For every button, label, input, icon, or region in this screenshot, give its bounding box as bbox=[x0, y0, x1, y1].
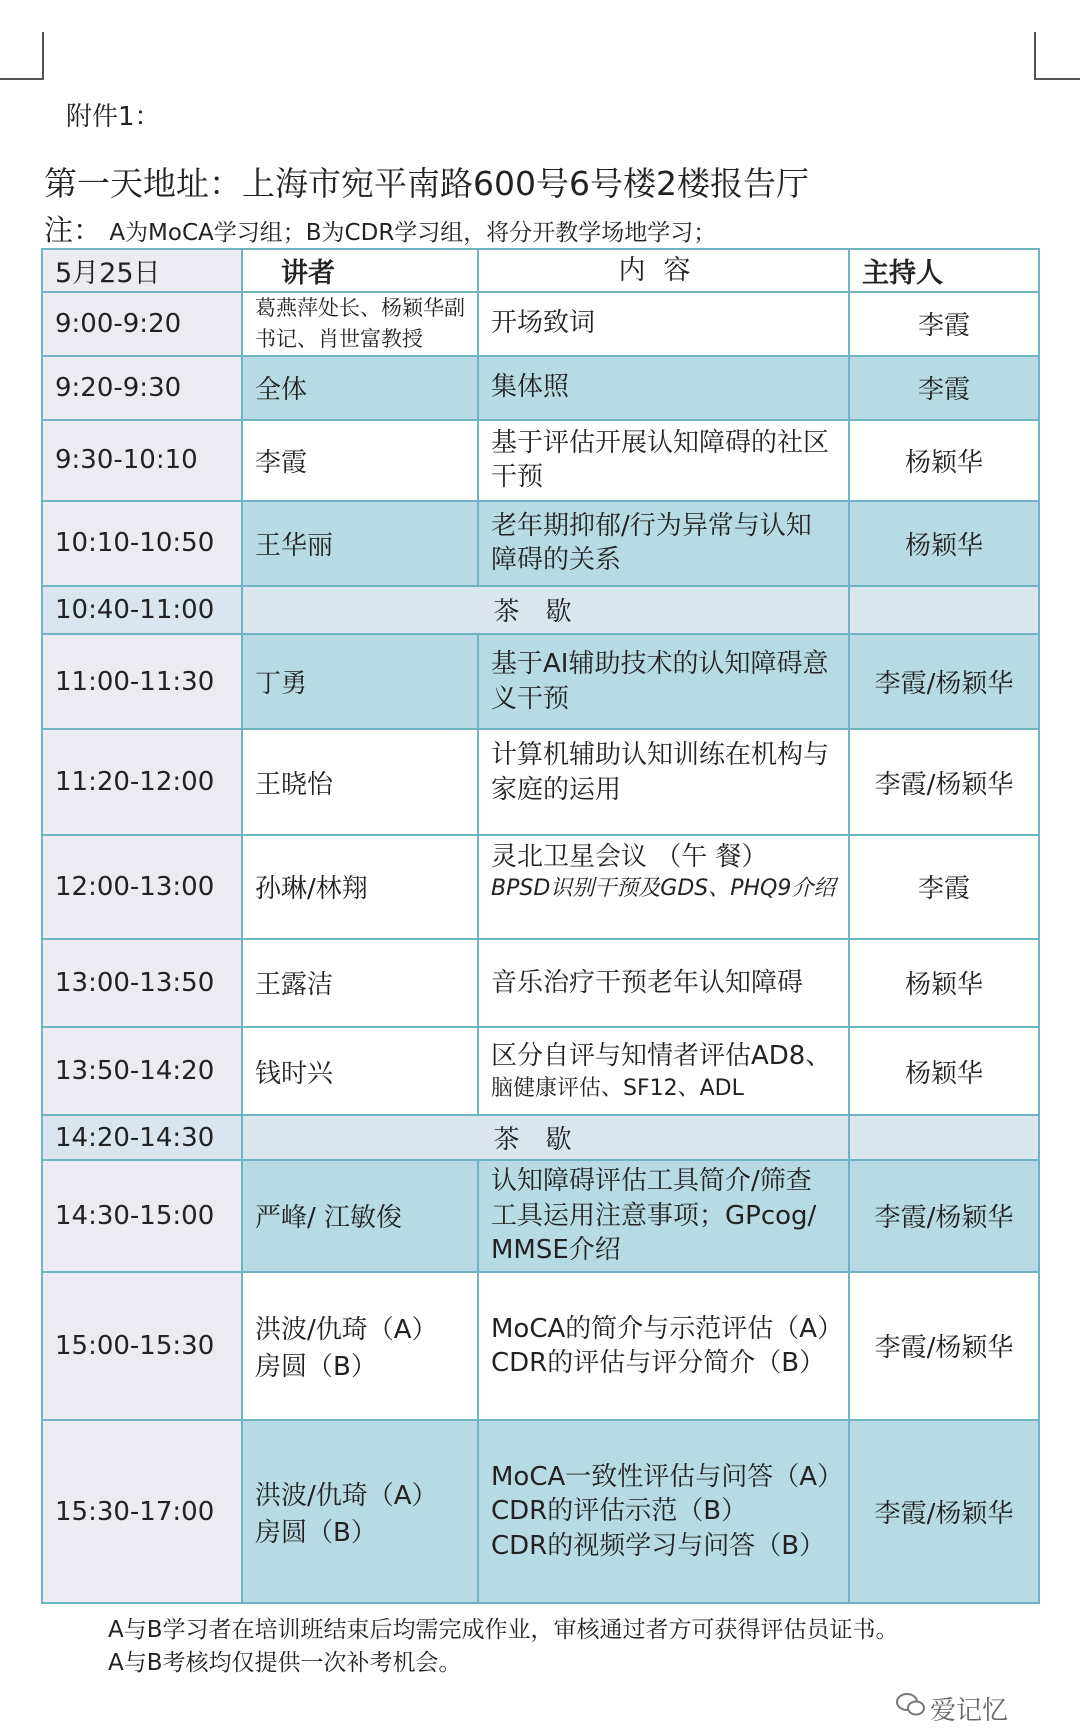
table-row bbox=[42, 1420, 1039, 1603]
table-row bbox=[42, 356, 1039, 420]
table-header-row bbox=[42, 249, 1039, 292]
row-host: 李霞/杨颖华 bbox=[849, 1160, 1039, 1272]
table-row bbox=[42, 292, 1039, 356]
row-host: 李霞/杨颖华 bbox=[849, 1420, 1039, 1603]
break-row bbox=[42, 586, 1039, 634]
row-speaker bbox=[242, 1420, 478, 1603]
table-row bbox=[42, 1027, 1039, 1115]
table-row bbox=[42, 939, 1039, 1027]
row-time: 11:00-11:30 bbox=[42, 634, 242, 729]
row-speaker: 王露洁 bbox=[242, 939, 478, 1027]
row-content: 认知障碍评估工具简介/筛查工具运用注意事项；GPcog/MMSE介绍 bbox=[478, 1160, 849, 1272]
break-label: 茶歇 bbox=[242, 1115, 849, 1160]
row-content: 基于评估开展认知障碍的社区干预 bbox=[478, 420, 849, 501]
content-line: CDR的视频学习与问答（B） bbox=[491, 1530, 826, 1561]
row-time: 10:10-10:50 bbox=[42, 501, 242, 586]
row-host: 李霞 bbox=[849, 356, 1039, 420]
table-row bbox=[42, 1160, 1039, 1272]
header-date: 5月25日 bbox=[42, 249, 242, 292]
content-line: 区分自评与知情者评估AD8、 bbox=[491, 1041, 832, 1072]
row-content bbox=[478, 1420, 849, 1603]
wechat-icon bbox=[896, 1692, 926, 1718]
row-content bbox=[478, 1272, 849, 1420]
row-host: 李霞/杨颖华 bbox=[849, 1272, 1039, 1420]
row-host: 李霞 bbox=[849, 835, 1039, 939]
row-time: 14:30-15:00 bbox=[42, 1160, 242, 1272]
row-content bbox=[478, 835, 849, 939]
content-main: 灵北卫星会议 （午 餐） bbox=[491, 841, 768, 872]
row-time: 13:50-14:20 bbox=[42, 1027, 242, 1115]
row-time: 9:20-9:30 bbox=[42, 356, 242, 420]
table-row bbox=[42, 1272, 1039, 1420]
row-time: 15:00-15:30 bbox=[42, 1272, 242, 1420]
table-row bbox=[42, 634, 1039, 729]
brand-watermark: 爱记忆 bbox=[930, 1696, 1009, 1726]
row-content: 音乐治疗干预老年认知障碍 bbox=[478, 939, 849, 1027]
row-content: 基于AI辅助技术的认知障碍意义干预 bbox=[478, 634, 849, 729]
row-speaker: 王华丽 bbox=[242, 501, 478, 586]
header-host: 主持人 bbox=[849, 249, 1039, 292]
break-label: 茶歇 bbox=[242, 586, 849, 634]
content-line: 脑健康评估、SF12、ADL bbox=[491, 1075, 744, 1101]
content-line: MoCA一致性评估与问答（A） bbox=[491, 1462, 844, 1493]
content-line: CDR的评估示范（B） bbox=[491, 1496, 748, 1527]
day-title: 第一天地址：上海市宛平南路600号6号楼2楼报告厅 bbox=[44, 164, 809, 203]
table-row bbox=[42, 729, 1039, 835]
attachment-label: 附件1： bbox=[66, 102, 161, 132]
row-host: 李霞 bbox=[849, 292, 1039, 356]
speaker-line: 房圆（B） bbox=[255, 1517, 377, 1548]
note-head: 注： bbox=[44, 213, 103, 247]
header-content: 内容 bbox=[478, 249, 849, 292]
break-empty bbox=[849, 1115, 1039, 1160]
row-content: 集体照 bbox=[478, 356, 849, 420]
content-sub: BPSD识别干预及GDS、PHQ9介绍 bbox=[491, 876, 836, 902]
row-time: 15:30-17:00 bbox=[42, 1420, 242, 1603]
content-line: CDR的评估与评分简介（B） bbox=[491, 1347, 826, 1378]
row-content: 老年期抑郁/行为异常与认知障碍的关系 bbox=[478, 501, 849, 586]
row-content: 计算机辅助认知训练在机构与家庭的运用 bbox=[478, 729, 849, 835]
row-speaker: 严峰/ 江敏俊 bbox=[242, 1160, 478, 1272]
table-row bbox=[42, 420, 1039, 501]
schedule-table bbox=[41, 248, 1040, 1604]
row-host: 杨颖华 bbox=[849, 420, 1039, 501]
row-speaker: 丁勇 bbox=[242, 634, 478, 729]
row-speaker: 葛燕萍处长、杨颖华副书记、肖世富教授 bbox=[242, 292, 478, 356]
row-time: 13:00-13:50 bbox=[42, 939, 242, 1027]
table-row bbox=[42, 835, 1039, 939]
row-host: 杨颖华 bbox=[849, 1027, 1039, 1115]
content-line: MoCA的简介与示范评估（A） bbox=[491, 1313, 844, 1344]
crop-mark-top-left bbox=[0, 32, 44, 80]
footer-line: A与B学习者在培训班结束后均需完成作业，审核通过者方可获得评估员证书。 bbox=[108, 1617, 899, 1643]
row-speaker: 王晓怡 bbox=[242, 729, 478, 835]
row-time: 9:30-10:10 bbox=[42, 420, 242, 501]
footer-notes bbox=[108, 1614, 899, 1681]
row-time: 9:00-9:20 bbox=[42, 292, 242, 356]
row-host: 杨颖华 bbox=[849, 939, 1039, 1027]
row-time: 12:00-13:00 bbox=[42, 835, 242, 939]
row-speaker: 钱时兴 bbox=[242, 1027, 478, 1115]
row-speaker: 李霞 bbox=[242, 420, 478, 501]
row-host: 李霞/杨颖华 bbox=[849, 729, 1039, 835]
footer-line: A与B考核均仅提供一次补考机会。 bbox=[108, 1650, 462, 1677]
row-content bbox=[478, 1027, 849, 1115]
row-time: 11:20-12:00 bbox=[42, 729, 242, 835]
table-row bbox=[42, 501, 1039, 586]
note bbox=[44, 208, 716, 249]
break-time: 14:20-14:30 bbox=[42, 1115, 242, 1160]
break-time: 10:40-11:00 bbox=[42, 586, 242, 634]
speaker-line: 洪波/仇琦（A） bbox=[255, 1314, 438, 1345]
speaker-line: 房圆（B） bbox=[255, 1351, 377, 1382]
header-speaker: 讲者 bbox=[242, 249, 478, 292]
row-host: 杨颖华 bbox=[849, 501, 1039, 586]
row-content: 开场致词 bbox=[478, 292, 849, 356]
crop-mark-top-right bbox=[1034, 32, 1080, 80]
row-speaker: 全体 bbox=[242, 356, 478, 420]
speaker-line: 洪波/仇琦（A） bbox=[255, 1480, 438, 1511]
break-empty bbox=[849, 586, 1039, 634]
row-speaker: 孙琳/林翔 bbox=[242, 835, 478, 939]
row-host: 李霞/杨颖华 bbox=[849, 634, 1039, 729]
break-row bbox=[42, 1115, 1039, 1160]
row-speaker bbox=[242, 1272, 478, 1420]
note-text: A为MoCA学习组；B为CDR学习组，将分开教学场地学习； bbox=[102, 220, 717, 246]
